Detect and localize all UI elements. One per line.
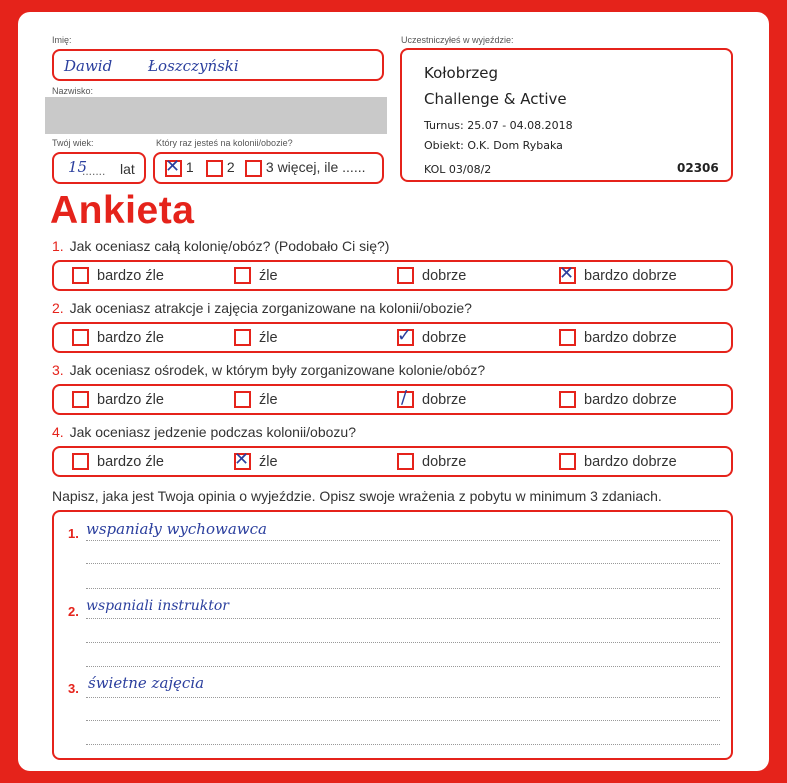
writing-line (86, 588, 720, 589)
age-label: Twój wiek: (52, 138, 94, 148)
writing-line (86, 540, 720, 541)
checkbox[interactable] (559, 329, 576, 346)
option-bardzo-dobrze[interactable] (559, 329, 677, 346)
option-bardzo-dobrze[interactable] (559, 391, 677, 408)
writing-line (86, 697, 720, 698)
option-zle[interactable] (234, 449, 278, 470)
option-label: źle (259, 329, 278, 346)
option-label: bardzo dobrze (584, 267, 677, 284)
checkbox[interactable] (559, 391, 576, 408)
surname-redaction (45, 97, 387, 134)
opinion-number: 2. (68, 604, 79, 619)
check-mark-icon: ✓ (397, 325, 413, 346)
trip-box (400, 48, 733, 182)
name-first-handwritten: Dawid (64, 57, 113, 75)
option-zle[interactable] (234, 391, 278, 408)
name-last-handwritten: Łoszczyński (148, 57, 239, 75)
opinion-text-3: świetne zajęcia (88, 674, 205, 692)
visit-label: Który raz jesteś na kolonii/obozie? (156, 138, 293, 148)
option-bardzo-zle[interactable] (72, 329, 164, 346)
checkbox[interactable] (206, 160, 223, 177)
writing-line (86, 666, 720, 667)
option-label: bardzo źle (97, 453, 164, 470)
writing-line (86, 563, 720, 564)
answer-row-4 (52, 446, 733, 477)
trip-turnus: Turnus: 25.07 - 04.08.2018 (424, 119, 573, 132)
option-label: bardzo dobrze (584, 453, 677, 470)
trip-city: Kołobrzeg (424, 64, 499, 82)
opinion-text-2: wspaniali instruktor (86, 598, 229, 614)
answer-row-1 (52, 260, 733, 291)
checkbox[interactable] (559, 263, 576, 284)
option-bardzo-dobrze[interactable] (559, 453, 677, 470)
question-text: Jak oceniasz ośrodek, w którym były zorganizowane kolonie/obóz? (69, 362, 486, 378)
option-label: bardzo dobrze (584, 329, 677, 346)
answer-row-3 (52, 384, 733, 415)
visit-option-label: 2 (226, 159, 235, 175)
checkbox[interactable] (72, 329, 89, 346)
visit-option-3[interactable] (245, 159, 365, 177)
option-bardzo-zle[interactable] (72, 267, 164, 284)
option-dobrze[interactable] (397, 453, 466, 470)
age-value: 15 (68, 158, 88, 176)
option-label: bardzo źle (97, 391, 164, 408)
writing-line (86, 744, 720, 745)
option-label: dobrze (422, 267, 467, 284)
opinion-prompt: Napisz, jaka jest Twoja opinia o wyjeździe. Opisz swoje wrażenia z pobytu w minimum 3 zdaniach. (52, 488, 662, 504)
name-label: Imię: (52, 35, 72, 45)
option-bardzo-zle[interactable] (72, 453, 164, 470)
option-bardzo-zle[interactable] (72, 391, 164, 408)
option-label: źle (259, 391, 278, 408)
option-bardzo-dobrze[interactable] (559, 263, 677, 284)
option-dobrze[interactable] (397, 387, 467, 408)
writing-line (86, 618, 720, 619)
checkbox[interactable] (234, 329, 251, 346)
opinion-number: 1. (68, 526, 79, 541)
age-unit: lat (120, 161, 135, 177)
trip-obiekt: Obiekt: O.K. Dom Rybaka (424, 139, 563, 152)
age-dots: ....... (82, 164, 106, 178)
option-dobrze[interactable] (397, 325, 467, 346)
question-text: Jak oceniasz całą kolonię/obóz? (Podobało Ci się?) (69, 238, 390, 254)
checkbox[interactable] (165, 155, 182, 177)
opinion-text-1: wspaniały wychowawca (86, 520, 267, 538)
checkbox[interactable] (397, 387, 414, 408)
option-label: dobrze (422, 329, 467, 346)
question-3 (52, 362, 485, 378)
question-2 (52, 300, 472, 316)
opinion-number: 3. (68, 681, 79, 696)
writing-line (86, 720, 720, 721)
answer-row-2 (52, 322, 733, 353)
opinion-box[interactable] (52, 510, 733, 760)
visit-option-2[interactable] (206, 159, 235, 177)
option-label: źle (259, 453, 278, 470)
trip-program: Challenge & Active (424, 90, 567, 108)
visit-option-label: 1 (185, 159, 194, 175)
trip-label: Uczestniczyłeś w wyjeździe: (401, 35, 514, 45)
age-field[interactable] (52, 152, 146, 184)
checkbox[interactable] (559, 453, 576, 470)
trip-code: KOL 03/08/2 (424, 163, 492, 176)
x-mark-icon: ✕ (234, 449, 250, 470)
question-number: 2. (52, 300, 64, 316)
trip-number: 02306 (677, 161, 719, 175)
slash-mark-icon: / (401, 387, 408, 408)
checkbox[interactable] (234, 391, 251, 408)
question-text: Jak oceniasz jedzenie podczas kolonii/obozu? (69, 424, 356, 440)
checkbox[interactable] (397, 325, 414, 346)
question-text: Jak oceniasz atrakcje i zajęcia zorganizowane na kolonii/obozie? (69, 300, 472, 316)
option-dobrze[interactable] (397, 267, 466, 284)
question-number: 1. (52, 238, 64, 254)
checkbox[interactable] (397, 267, 414, 284)
x-mark-icon: ✕ (165, 155, 181, 177)
question-1 (52, 238, 389, 254)
writing-line (86, 642, 720, 643)
option-label: bardzo dobrze (584, 391, 677, 408)
checkbox[interactable] (234, 449, 251, 470)
checkbox[interactable] (245, 160, 262, 177)
option-label: bardzo źle (97, 329, 164, 346)
surname-label: Nazwisko: (52, 86, 94, 96)
name-field[interactable] (52, 49, 384, 81)
option-label: źle (259, 267, 278, 284)
option-zle[interactable] (234, 329, 278, 346)
checkbox[interactable] (397, 453, 414, 470)
question-number: 3. (52, 362, 64, 378)
question-4 (52, 424, 356, 440)
checkbox[interactable] (72, 391, 89, 408)
option-zle[interactable] (234, 267, 278, 284)
question-number: 4. (52, 424, 64, 440)
checkbox[interactable] (72, 267, 89, 284)
option-label: dobrze (422, 453, 467, 470)
checkbox[interactable] (234, 267, 251, 284)
visit-option-label: 3 więcej, ile ...... (265, 159, 366, 175)
visit-field (153, 152, 384, 184)
option-label: dobrze (422, 391, 467, 408)
x-mark-icon: ✕ (559, 263, 575, 284)
visit-option-1[interactable] (165, 155, 194, 177)
option-label: bardzo źle (97, 267, 164, 284)
page-title: Ankieta (50, 189, 195, 232)
checkbox[interactable] (72, 453, 89, 470)
